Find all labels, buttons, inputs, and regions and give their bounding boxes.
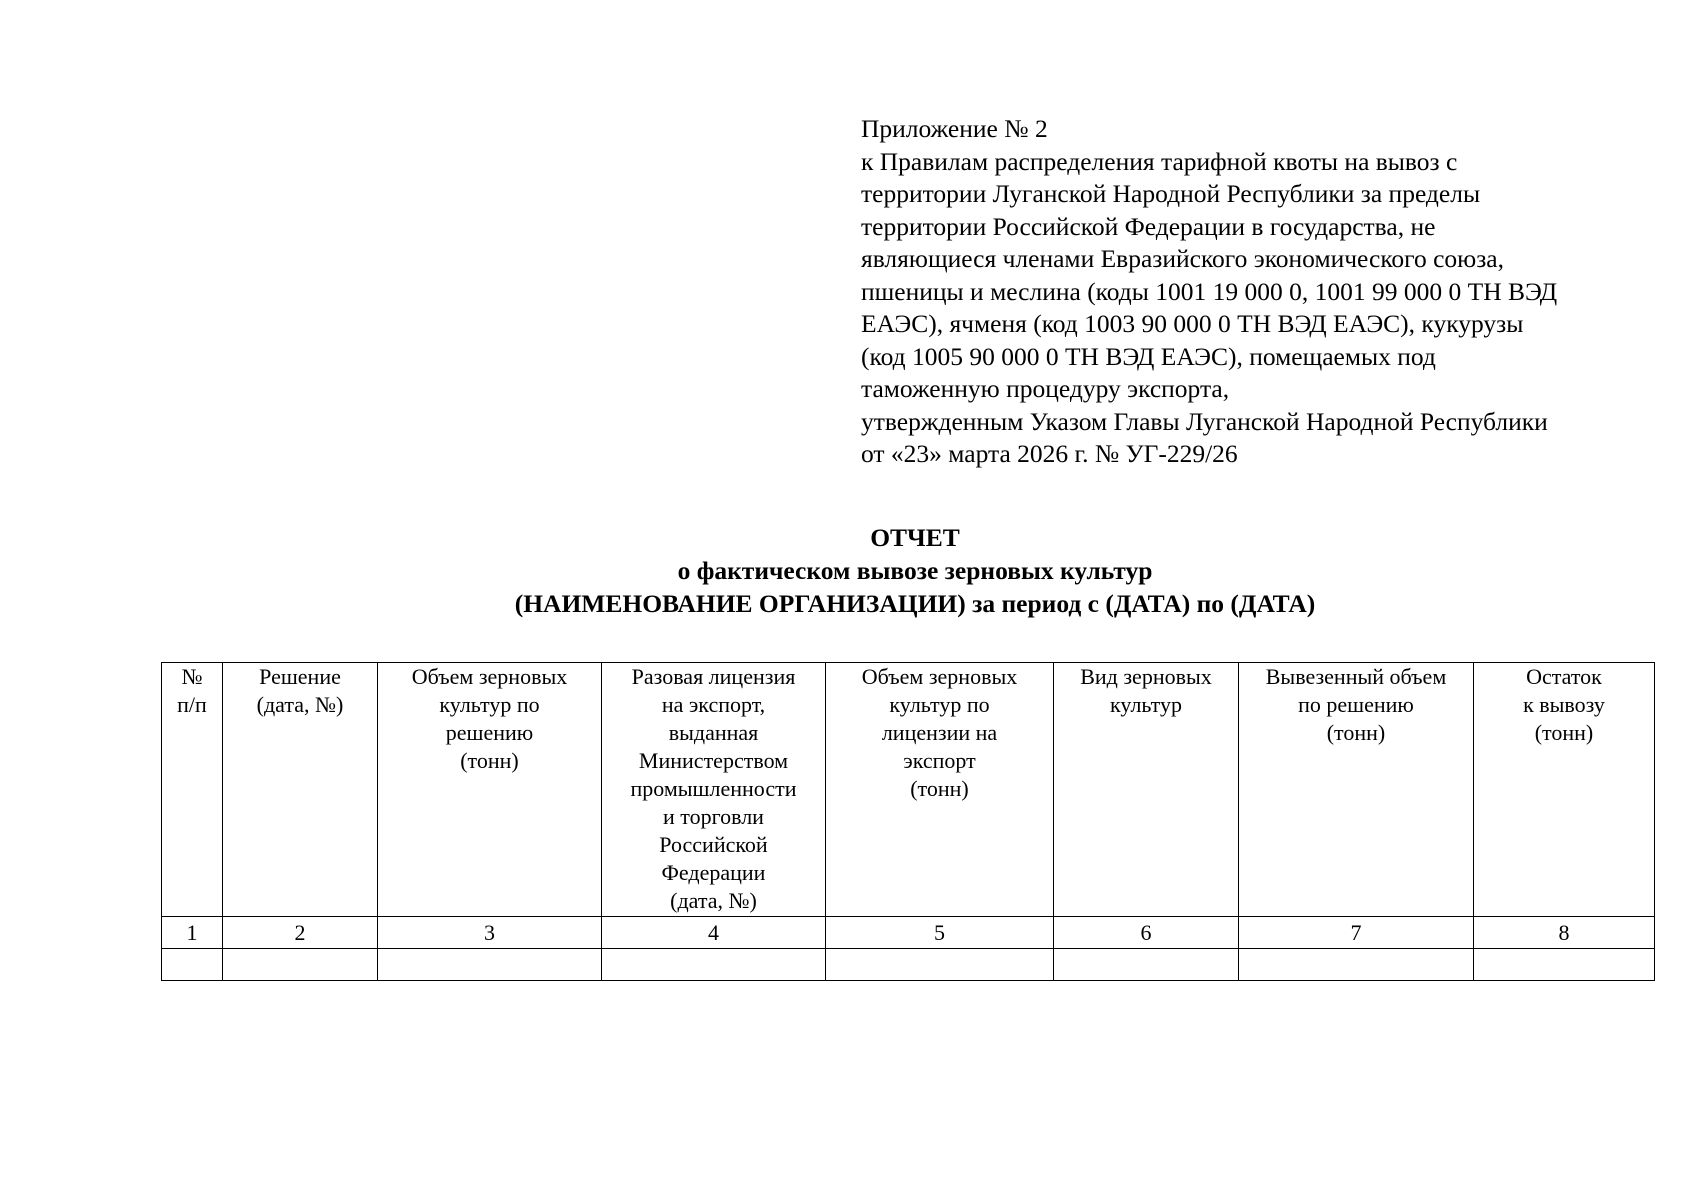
appendix-line: от «23» марта 2026 г. № УГ-229/26 xyxy=(861,439,1238,468)
header-line: Разовая лицензия xyxy=(631,664,796,689)
header-line: Объем зерновых xyxy=(411,664,568,689)
header-cell-volume-by-decision xyxy=(378,663,602,917)
appendix-line: Приложение № 2 xyxy=(861,114,1048,143)
header-line: Остаток xyxy=(1526,664,1602,689)
appendix-header xyxy=(861,113,1661,471)
header-line: (тонн) xyxy=(460,748,519,773)
appendix-line: ЕАЭС), ячменя (код 1003 90 000 0 ТН ВЭД ЕАЭС), кукурузы xyxy=(861,309,1524,338)
header-line: лицензии на xyxy=(881,720,998,745)
header-line: Объем зерновых xyxy=(861,664,1018,689)
table-cell xyxy=(223,949,378,981)
header-line: (дата, №) xyxy=(670,888,757,913)
header-line: на экспорт, xyxy=(661,692,766,717)
header-line: Российской xyxy=(659,832,768,857)
header-line: Вид зерновых xyxy=(1080,664,1212,689)
header-line: и торговли xyxy=(663,804,764,829)
appendix-line: территории Российской Федерации в государства, не xyxy=(861,211,1436,241)
header-cell-exported-volume xyxy=(1239,663,1474,917)
header-line: решению xyxy=(445,720,534,745)
header-line: (тонн) xyxy=(1326,720,1386,745)
header-line: п/п xyxy=(177,692,207,717)
header-line: культур xyxy=(1110,692,1182,717)
appendix-line: являющиеся членами Евразийского экономического союза, xyxy=(861,244,1505,273)
report-table xyxy=(161,662,1655,981)
header-cell-grain-type xyxy=(1054,663,1239,917)
header-cell-remaining xyxy=(1474,663,1655,917)
table-cell xyxy=(826,949,1054,981)
table-header-row xyxy=(162,663,1655,917)
header-line: № xyxy=(181,664,203,689)
column-number-cell: 6 xyxy=(1054,917,1239,949)
header-cell-export-license xyxy=(602,663,826,917)
header-line: по решению xyxy=(1298,692,1414,717)
table-cell xyxy=(1054,949,1239,981)
report-period-line: (НАИМЕНОВАНИЕ ОРГАНИЗАЦИИ) за период с (ДАТА) по (ДАТА) xyxy=(514,589,1316,618)
header-line: Федерации xyxy=(661,860,766,885)
report-subtitle: о фактическом вывозе зерновых культур xyxy=(677,556,1153,585)
column-number-cell: 1 xyxy=(162,917,223,949)
header-line: Решение xyxy=(259,664,341,689)
table-row xyxy=(162,949,1655,981)
header-line: культур по xyxy=(889,692,990,717)
appendix-line: территории Луганской Народной Республики за пределы xyxy=(861,179,1481,208)
table-cell xyxy=(1239,949,1474,981)
header-line: к вывозу xyxy=(1523,692,1605,717)
report-title: ОТЧЕТ xyxy=(870,523,960,552)
column-number-cell: 8 xyxy=(1474,917,1655,949)
header-cell-number xyxy=(162,663,223,917)
header-line: выданная xyxy=(668,720,759,745)
table-cell xyxy=(378,949,602,981)
header-line: (тонн) xyxy=(1534,720,1594,745)
header-line: Вывезенный объем xyxy=(1265,664,1447,689)
report-title-block xyxy=(0,521,1697,620)
table-cell xyxy=(602,949,826,981)
column-number-cell: 3 xyxy=(378,917,602,949)
table-cell xyxy=(162,949,223,981)
header-cell-decision xyxy=(223,663,378,917)
column-number-cell: 5 xyxy=(826,917,1054,949)
appendix-line: утвержденным Указом Главы Луганской Народной Республики xyxy=(861,406,1548,436)
header-line: Министерством xyxy=(638,748,789,773)
appendix-line: к Правилам распределения тарифной квоты на вывоз с xyxy=(861,146,1458,176)
column-numbers-row xyxy=(162,917,1655,949)
column-number-cell: 4 xyxy=(602,917,826,949)
column-number-cell: 7 xyxy=(1239,917,1474,949)
column-number-cell: 2 xyxy=(223,917,378,949)
header-line: (тонн) xyxy=(910,776,969,801)
header-line: (дата, №) xyxy=(256,692,344,717)
header-line: промышленности xyxy=(630,776,797,801)
header-line: экспорт xyxy=(903,748,976,773)
header-cell-volume-by-license xyxy=(826,663,1054,917)
appendix-line: (код 1005 90 000 0 ТН ВЭД ЕАЭС), помещаемых под xyxy=(861,341,1436,371)
header-line: культур по xyxy=(439,692,540,717)
table-cell xyxy=(1474,949,1655,981)
appendix-line: таможенную процедуру экспорта, xyxy=(861,374,1230,403)
appendix-line: пшеницы и меслина (коды 1001 19 000 0, 1001 99 000 0 ТН ВЭД xyxy=(861,276,1558,306)
